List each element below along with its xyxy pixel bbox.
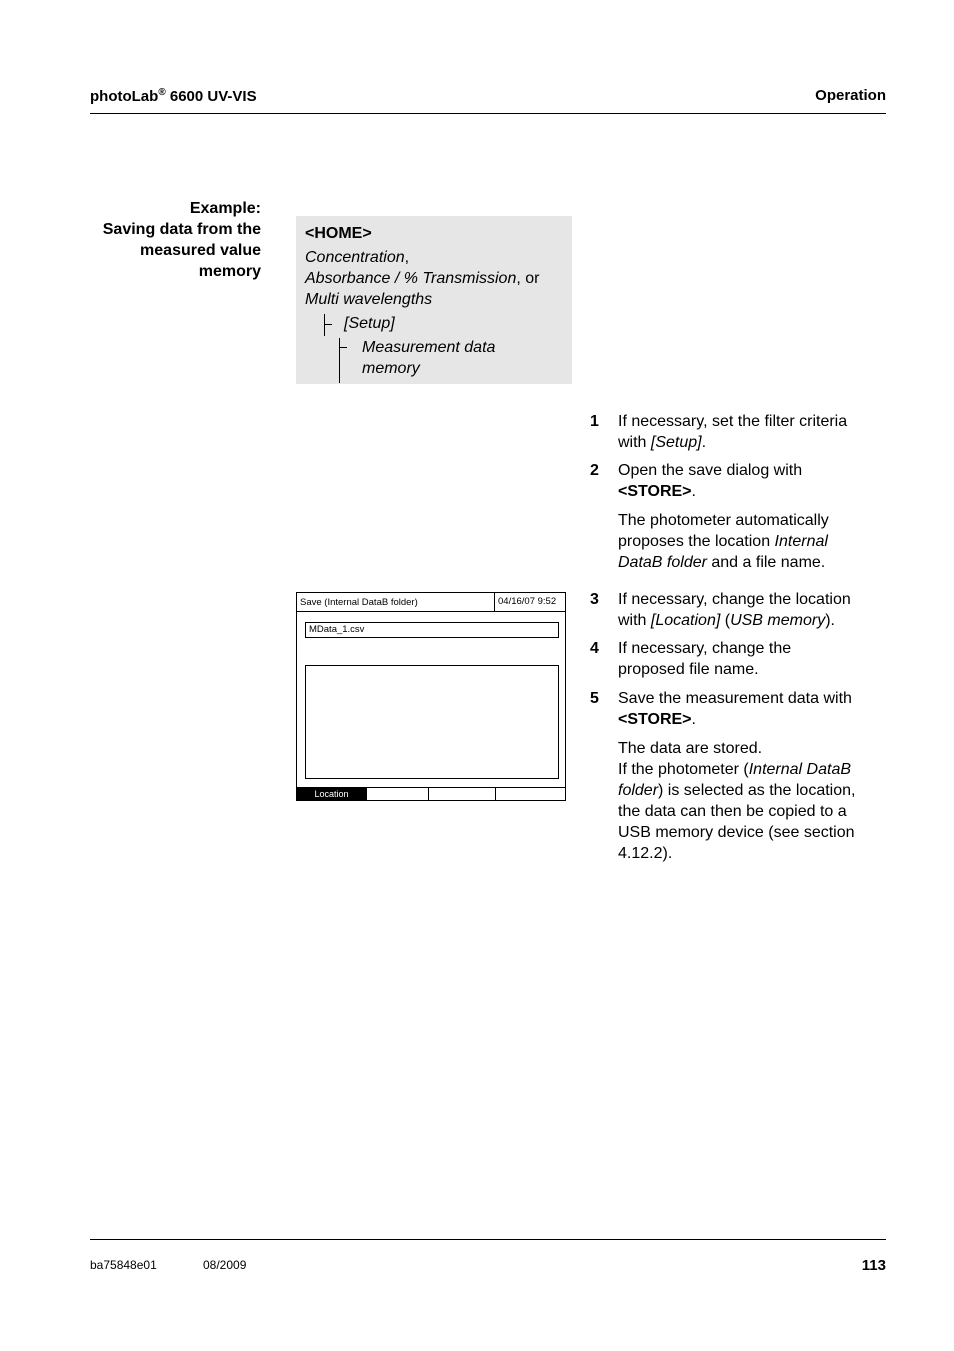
softkey-location[interactable]: Location bbox=[297, 788, 367, 801]
tree-line-1 bbox=[324, 314, 325, 336]
nav-option-line1: Concentration, bbox=[305, 249, 410, 266]
softkey-4[interactable] bbox=[496, 788, 565, 801]
footer-rule bbox=[90, 1239, 886, 1240]
nav-setup: [Setup] bbox=[344, 315, 395, 332]
file-list-area bbox=[305, 665, 559, 779]
filename-field[interactable]: MData_1.csv bbox=[305, 622, 559, 638]
nav-measurement-memory: Measurement data memory bbox=[362, 339, 496, 377]
page-number: 113 bbox=[861, 1257, 886, 1274]
tree-line-2 bbox=[339, 338, 340, 383]
tree-branch-1 bbox=[324, 324, 332, 325]
softkey-3[interactable] bbox=[429, 788, 496, 801]
screen-title-rule bbox=[297, 611, 565, 612]
header-product: photoLab® 6600 UV-VIS bbox=[90, 87, 257, 105]
screen-title: Save (Internal DataB folder) bbox=[300, 597, 418, 608]
softkey-bar bbox=[297, 787, 565, 801]
navigation-path-box bbox=[296, 216, 572, 384]
nav-option-line2: Absorbance / % Transmission, or bbox=[305, 270, 540, 287]
footer-date: 08/2009 bbox=[203, 1258, 247, 1272]
screen-datetime: 04/16/07 9:52 bbox=[494, 593, 565, 611]
softkey-2[interactable] bbox=[367, 788, 429, 801]
header-rule bbox=[90, 113, 886, 114]
save-dialog-screen bbox=[296, 592, 566, 801]
tree-branch-2 bbox=[339, 347, 347, 348]
header-section: Operation bbox=[815, 87, 886, 104]
home-key: <HOME> bbox=[305, 225, 372, 242]
nav-option-line3: Multi wavelengths bbox=[305, 291, 433, 308]
example-heading: Example: Saving data from the measured value memory bbox=[102, 200, 261, 280]
footer-doc-id: ba75848e01 bbox=[90, 1258, 157, 1272]
